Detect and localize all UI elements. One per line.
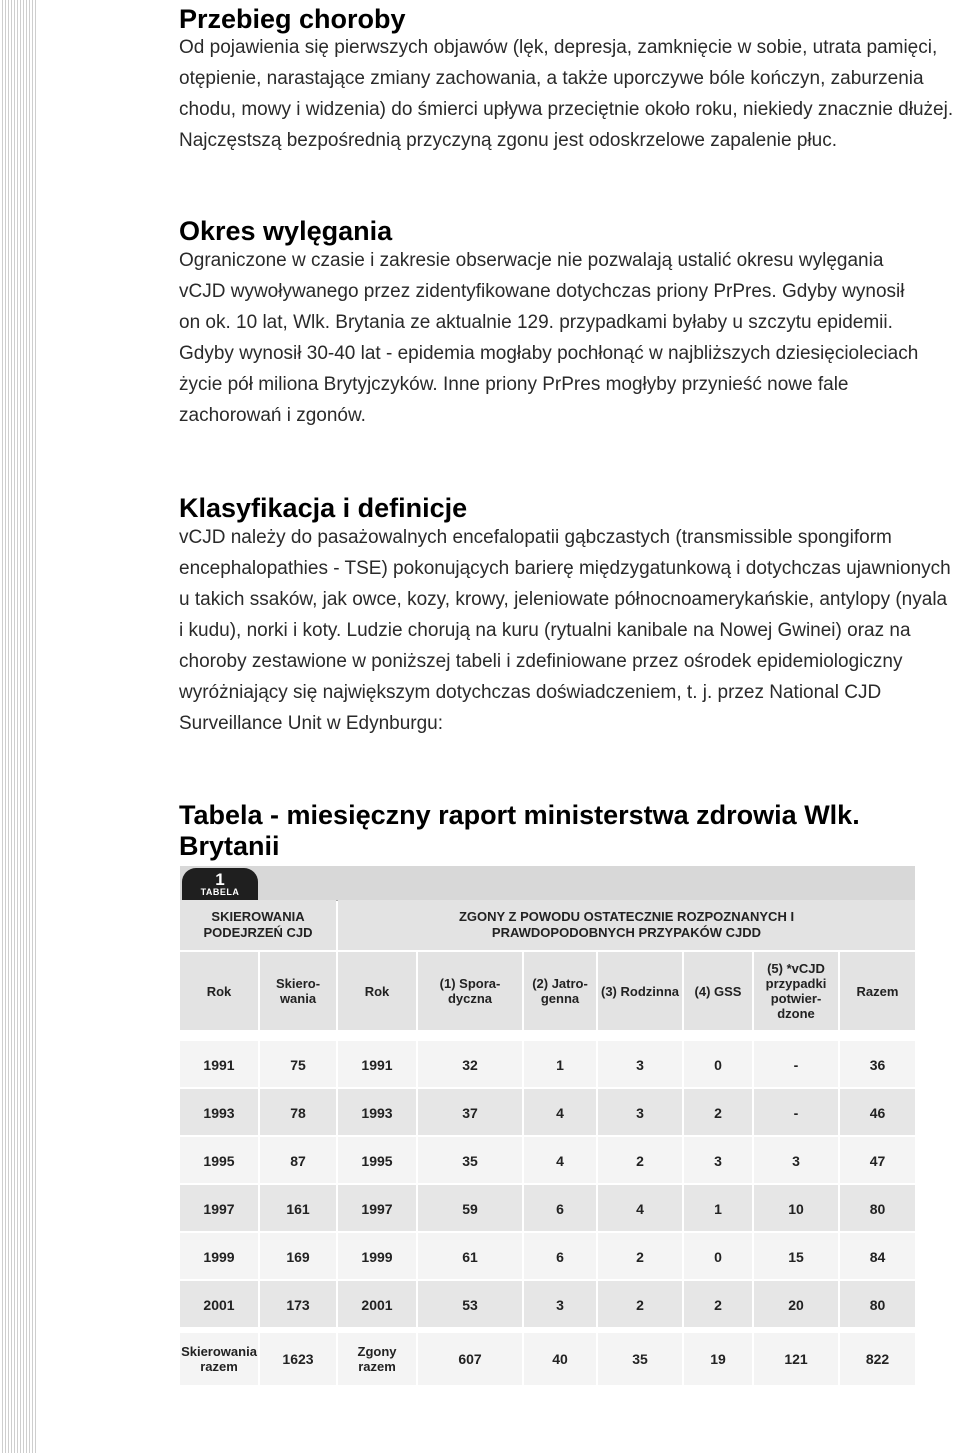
section-title-okres: Okres wylęgania	[179, 216, 393, 246]
table-total-cell: 35	[598, 1333, 682, 1385]
table-number: 1	[215, 870, 225, 889]
table-cell: 169	[260, 1233, 336, 1279]
table-total-cell: 607	[418, 1333, 522, 1385]
table-cell: 0	[684, 1041, 752, 1087]
table-cell: 2	[684, 1281, 752, 1327]
page-edge-decoration	[0, 0, 38, 1453]
table-cell: 1991	[180, 1041, 258, 1087]
table-cell: 35	[418, 1137, 522, 1183]
table-cell: 161	[260, 1185, 336, 1231]
table-cell: 2	[598, 1233, 682, 1279]
section-body-przebieg: Od pojawienia się pierwszych objawów (lęk, depresja, zamknięcie w sobie, utrata pamięci, otępienie, narastające zmiany zachowania, a także uporczywe bóle kończyn, zaburzenia chodu, mowy i widzenia) do śmierci upływa przeciętnie około roku, niekiedy znacznie dłużej. Najczęstszą bezpośrednią przyczyną zgonu jest odoskrzelowe zapalenie płuc.	[179, 37, 954, 151]
table-total-cell: 1623	[260, 1333, 336, 1385]
cjd-table	[180, 866, 915, 1396]
table-cell: 1997	[180, 1185, 258, 1231]
table-cell: 37	[418, 1089, 522, 1135]
table-tab-band	[180, 866, 915, 901]
column-header: (3) Rodzinna	[598, 952, 682, 1030]
table-cell: 1995	[338, 1137, 416, 1183]
table-cell: 0	[684, 1233, 752, 1279]
table-cell: -	[754, 1089, 838, 1135]
table-cell: 59	[418, 1185, 522, 1231]
section-title-przebieg: Przebieg choroby	[179, 4, 406, 34]
column-header: Razem	[840, 952, 915, 1030]
table-cell: 4	[598, 1185, 682, 1231]
table-cell: 1	[524, 1041, 596, 1087]
table-cell: 53	[418, 1281, 522, 1327]
table-cell: 6	[524, 1233, 596, 1279]
table-cell: 1993	[180, 1089, 258, 1135]
section-body-klasyfikacja: vCJD należy do pasażowalnych encefalopatii gąbczastych (transmissible spongiform encephalopathies - TSE) pokonujących barierę międzygatunkową i dotychczas ujawnionych u takich ssaków, jak owce, kozy, krowy, jeleniowate północnoamerykańskie, antylopy (nyala i kudu), norki i koty. Ludzie chorują na kuru (rytualni kanibale na Nowej Gwinei) oraz na choroby zestawione w poniższej tabeli i zdefiniowane przez ośrodek epidemiologiczny wyróżniający się największym dotychczas doświadczeniem, t. j. przez National CJD Surveillance Unit w Edynburgu:	[179, 527, 951, 734]
table-cell: 46	[840, 1089, 915, 1135]
table-total-cell: Skierowania razem	[180, 1333, 258, 1385]
table-cell: 4	[524, 1089, 596, 1135]
table-cell: 84	[840, 1233, 915, 1279]
section-title-klasyfikacja: Klasyfikacja i definicje	[179, 493, 468, 523]
table-cell: 80	[840, 1281, 915, 1327]
table-cell: 36	[840, 1041, 915, 1087]
table-cell: 2001	[338, 1281, 416, 1327]
column-header: Rok	[338, 952, 416, 1030]
table-total-cell: 121	[754, 1333, 838, 1385]
column-header: Skiero-wania	[260, 952, 336, 1030]
column-header: (1) Spora-dyczna	[418, 952, 522, 1030]
table-cell: 78	[260, 1089, 336, 1135]
table-cell: 1991	[338, 1041, 416, 1087]
table-cell: 173	[260, 1281, 336, 1327]
table-cell: 1995	[180, 1137, 258, 1183]
table-cell: 1997	[338, 1185, 416, 1231]
table-total-cell: 822	[840, 1333, 915, 1385]
table-total-cell: 19	[684, 1333, 752, 1385]
table-cell: 61	[418, 1233, 522, 1279]
column-header: (5) *vCJD przypadki potwier-dzone	[754, 952, 838, 1030]
table-cell: 3	[598, 1089, 682, 1135]
table-cell: 3	[754, 1137, 838, 1183]
table-cell: 15	[754, 1233, 838, 1279]
column-header: (2) Jatro-genna	[524, 952, 596, 1030]
table-cell: 4	[524, 1137, 596, 1183]
table-cell: 47	[840, 1137, 915, 1183]
table-cell: 3	[524, 1281, 596, 1327]
table-cell: 1999	[338, 1233, 416, 1279]
table-word: TABELA	[200, 887, 240, 897]
table-cell: 1	[684, 1185, 752, 1231]
table-cell: 1999	[180, 1233, 258, 1279]
table-cell: 32	[418, 1041, 522, 1087]
column-header: (4) GSS	[684, 952, 752, 1030]
section-body-okres: Ograniczone w czasie i zakresie obserwacje nie pozwalają ustalić okresu wylęgania vCJD wywoływanego przez zidentyfikowane dotychczas priony PrPres. Gdyby wynosił on ok. 10 lat, Wlk. Brytania ze aktualnie 129. przypadkami byłaby u szczytu epidemii. Gdyby wynosił 30-40 lat - epidemia mogłaby pochłonąć w najbliższych dziesięcioleciach życie pół miliona Brytyjczyków. Inne priony PrPres mogłyby przynieść nowe fale zachorowań i zgonów.	[179, 250, 919, 426]
table-cell: 6	[524, 1185, 596, 1231]
table-cell: 3	[598, 1041, 682, 1087]
table-cell: 20	[754, 1281, 838, 1327]
table-cell: 1993	[338, 1089, 416, 1135]
table-badge	[182, 868, 258, 900]
table-cell: 87	[260, 1137, 336, 1183]
table-cell: -	[754, 1041, 838, 1087]
group-header-zgony: ZGONY Z POWODU OSTATECZNIE ROZPOZNANYCH I PRAWDOPODOBNYCH PRZYPAKÓW CJDD	[338, 900, 915, 950]
table-total-cell: Zgony razem	[338, 1333, 416, 1385]
table-cell: 80	[840, 1185, 915, 1231]
table-cell: 2001	[180, 1281, 258, 1327]
table-cell: 2	[598, 1137, 682, 1183]
table-cell: 2	[598, 1281, 682, 1327]
table-cell: 10	[754, 1185, 838, 1231]
table-total-cell: 40	[524, 1333, 596, 1385]
table-cell: 3	[684, 1137, 752, 1183]
column-header: Rok	[180, 952, 258, 1030]
section-title-tabela: Tabela - miesięczny raport ministerstwa zdrowia Wlk. Brytanii	[179, 800, 860, 861]
table-cell: 75	[260, 1041, 336, 1087]
table-cell: 2	[684, 1089, 752, 1135]
group-header-skierowania: SKIEROWANIA PODEJRZEŃ CJD	[180, 900, 336, 950]
